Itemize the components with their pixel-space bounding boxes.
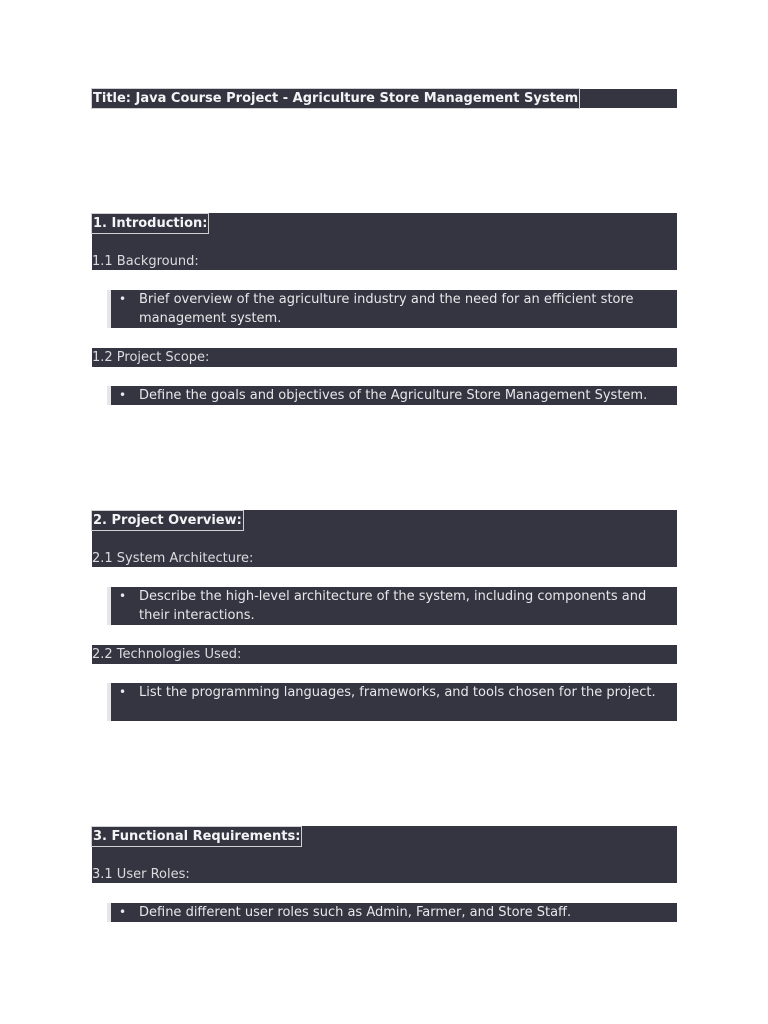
bullet-text: List the programming languages, frameworks, and tools chosen for the project. <box>139 685 656 700</box>
bullet-text: Describe the high-level architecture of the system, including components and their interactions. <box>139 589 647 623</box>
document-title: Title: Java Course Project - Agriculture Store Management System <box>93 91 579 106</box>
bullet-item <box>107 587 677 625</box>
bullet-text: Brief overview of the agriculture industry and the need for an efficient store management system. <box>139 292 634 326</box>
section-1-heading: 1. Introduction: <box>93 216 208 231</box>
bullet-item <box>107 290 677 328</box>
bullet-icon: • <box>119 685 127 699</box>
bullet-text: Define the goals and objectives of the Agriculture Store Management System. <box>139 388 648 403</box>
bullet-icon: • <box>119 905 127 919</box>
bullet-icon: • <box>119 589 127 603</box>
section-3-heading: 3. Functional Requirements: <box>93 829 301 844</box>
subsection-1-2-heading: 1.2 Project Scope: <box>92 348 677 367</box>
section-2-header <box>92 510 677 567</box>
subsection-3-1-heading: 3.1 User Roles: <box>92 867 190 882</box>
subsection-1-1-heading: 1.1 Background: <box>92 254 199 269</box>
bullet-icon: • <box>119 388 127 402</box>
bullet-text: Define different user roles such as Admin, Farmer, and Store Staff. <box>139 905 572 920</box>
bullet-item <box>107 683 677 721</box>
document-title-bar <box>92 89 677 108</box>
section-2-heading: 2. Project Overview: <box>93 513 242 528</box>
section-1-header <box>92 213 677 270</box>
bullet-icon: • <box>119 292 127 306</box>
section-3-header <box>92 826 677 883</box>
bullet-item <box>107 903 677 922</box>
bullet-item <box>107 386 677 405</box>
subsection-2-2-heading: 2.2 Technologies Used: <box>92 645 677 664</box>
subsection-2-1-heading: 2.1 System Architecture: <box>92 551 254 566</box>
